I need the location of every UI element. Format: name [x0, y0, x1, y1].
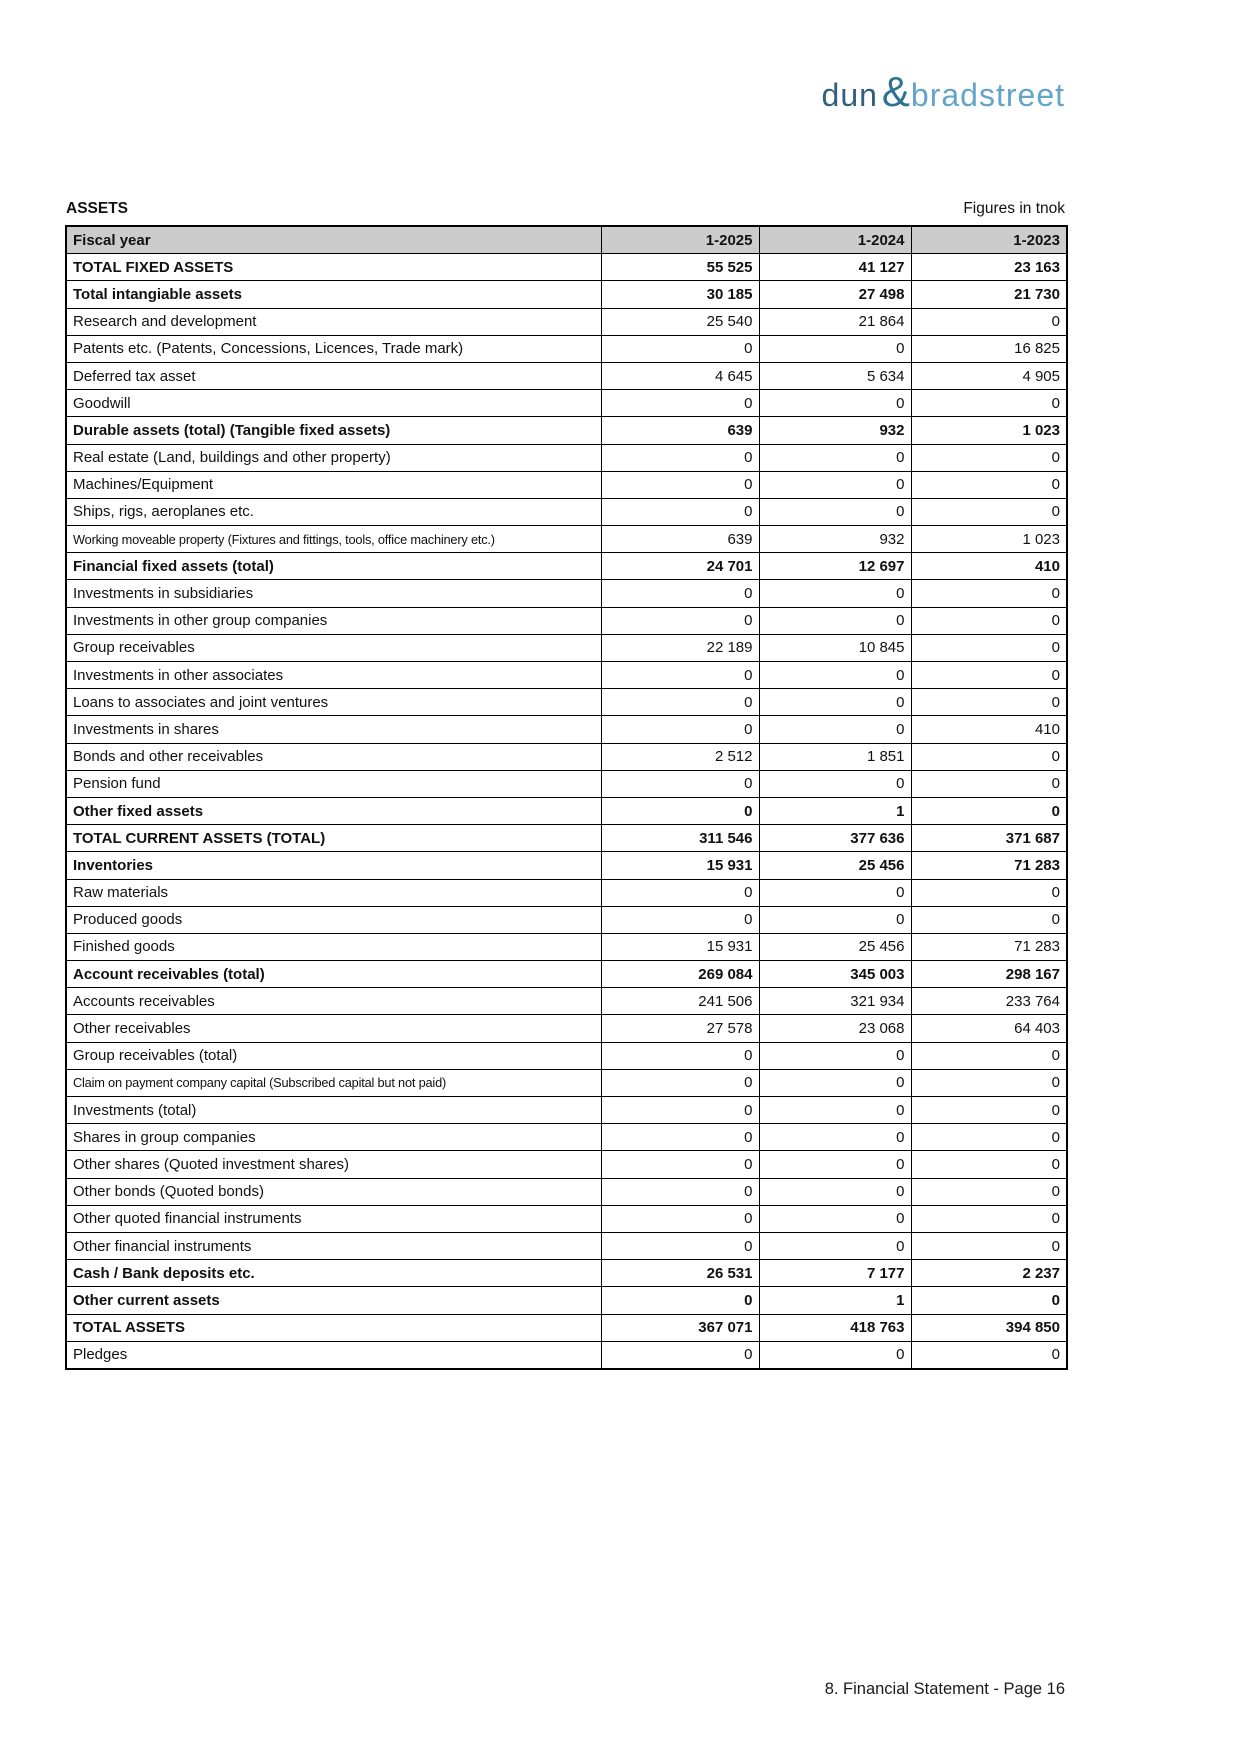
row-value: 30 185 — [601, 281, 759, 308]
table-row — [66, 1205, 1067, 1232]
row-value: 0 — [911, 308, 1067, 335]
row-value: 0 — [601, 390, 759, 417]
table-row — [66, 1314, 1067, 1341]
row-value: 71 283 — [911, 933, 1067, 960]
table-row — [66, 634, 1067, 661]
table-row — [66, 308, 1067, 335]
table-row — [66, 1260, 1067, 1287]
row-value: 241 506 — [601, 988, 759, 1015]
table-row — [66, 988, 1067, 1015]
row-value: 0 — [911, 689, 1067, 716]
row-label: Investments in subsidiaries — [66, 580, 601, 607]
row-value: 0 — [911, 1124, 1067, 1151]
row-label: Other fixed assets — [66, 797, 601, 824]
row-value: 0 — [601, 1042, 759, 1069]
row-value: 1 023 — [911, 417, 1067, 444]
row-value: 0 — [601, 1205, 759, 1232]
row-value: 932 — [759, 526, 911, 553]
row-label: TOTAL ASSETS — [66, 1314, 601, 1341]
row-value: 0 — [759, 390, 911, 417]
row-value: 639 — [601, 526, 759, 553]
row-value: 0 — [601, 797, 759, 824]
row-value: 0 — [911, 471, 1067, 498]
table-row — [66, 1042, 1067, 1069]
row-value: 0 — [911, 444, 1067, 471]
row-label: Financial fixed assets (total) — [66, 553, 601, 580]
table-row — [66, 1015, 1067, 1042]
table-row — [66, 906, 1067, 933]
row-value: 0 — [759, 879, 911, 906]
row-value: 0 — [911, 607, 1067, 634]
row-value: 5 634 — [759, 362, 911, 389]
row-value: 26 531 — [601, 1260, 759, 1287]
row-value: 0 — [601, 1069, 759, 1096]
row-value: 269 084 — [601, 961, 759, 988]
dun-bradstreet-logo — [821, 68, 1065, 116]
row-label: Claim on payment company capital (Subscribed capital but not paid) — [66, 1069, 601, 1096]
table-row — [66, 417, 1067, 444]
row-value: 0 — [601, 1151, 759, 1178]
row-value: 27 578 — [601, 1015, 759, 1042]
table-row — [66, 444, 1067, 471]
row-value: 64 403 — [911, 1015, 1067, 1042]
row-value: 0 — [759, 335, 911, 362]
row-value: 0 — [911, 580, 1067, 607]
table-row — [66, 1151, 1067, 1178]
row-value: 394 850 — [911, 1314, 1067, 1341]
table-row — [66, 689, 1067, 716]
row-value: 0 — [759, 1232, 911, 1259]
row-value: 0 — [911, 662, 1067, 689]
row-label: Pension fund — [66, 770, 601, 797]
row-value: 345 003 — [759, 961, 911, 988]
table-row — [66, 1124, 1067, 1151]
column-header-2024: 1-2024 — [759, 226, 911, 254]
row-value: 4 905 — [911, 362, 1067, 389]
row-value: 0 — [601, 1341, 759, 1369]
row-label: Investments in other group companies — [66, 607, 601, 634]
row-value: 0 — [601, 1232, 759, 1259]
row-value: 23 163 — [911, 254, 1067, 281]
row-label: Real estate (Land, buildings and other property) — [66, 444, 601, 471]
assets-section — [65, 200, 1066, 1370]
row-value: 233 764 — [911, 988, 1067, 1015]
row-value: 24 701 — [601, 553, 759, 580]
row-label: Finished goods — [66, 933, 601, 960]
table-row — [66, 716, 1067, 743]
table-row — [66, 743, 1067, 770]
row-value: 15 931 — [601, 852, 759, 879]
row-value: 0 — [759, 1124, 911, 1151]
row-value: 0 — [601, 580, 759, 607]
table-row — [66, 879, 1067, 906]
row-value: 0 — [601, 1178, 759, 1205]
page-footer: 8. Financial Statement - Page 16 — [824, 1680, 1065, 1698]
row-value: 367 071 — [601, 1314, 759, 1341]
row-value: 7 177 — [759, 1260, 911, 1287]
row-label: Total intangiable assets — [66, 281, 601, 308]
table-row — [66, 580, 1067, 607]
row-value: 0 — [759, 906, 911, 933]
row-value: 0 — [601, 770, 759, 797]
table-row — [66, 390, 1067, 417]
row-value: 0 — [759, 580, 911, 607]
table-row — [66, 362, 1067, 389]
table-row — [66, 1069, 1067, 1096]
table-row — [66, 471, 1067, 498]
row-label: Other quoted financial instruments — [66, 1205, 601, 1232]
row-value: 0 — [911, 1178, 1067, 1205]
row-value: 0 — [759, 770, 911, 797]
row-value: 4 645 — [601, 362, 759, 389]
row-value: 0 — [759, 1178, 911, 1205]
row-value: 0 — [601, 879, 759, 906]
row-value: 0 — [601, 689, 759, 716]
row-value: 1 851 — [759, 743, 911, 770]
table-row — [66, 933, 1067, 960]
row-label: Investments in other associates — [66, 662, 601, 689]
row-value: 410 — [911, 553, 1067, 580]
row-label: Other receivables — [66, 1015, 601, 1042]
table-row — [66, 335, 1067, 362]
row-label: Account receivables (total) — [66, 961, 601, 988]
row-value: 22 189 — [601, 634, 759, 661]
row-label: Group receivables — [66, 634, 601, 661]
row-value: 0 — [601, 662, 759, 689]
row-value: 0 — [911, 498, 1067, 525]
row-value: 371 687 — [911, 825, 1067, 852]
row-value: 0 — [601, 444, 759, 471]
table-row — [66, 1178, 1067, 1205]
row-value: 0 — [601, 607, 759, 634]
row-label: Produced goods — [66, 906, 601, 933]
row-label: Inventories — [66, 852, 601, 879]
table-row — [66, 1097, 1067, 1124]
row-value: 55 525 — [601, 254, 759, 281]
row-value: 21 730 — [911, 281, 1067, 308]
row-value: 0 — [759, 1205, 911, 1232]
row-value: 0 — [911, 1205, 1067, 1232]
row-value: 0 — [911, 1341, 1067, 1369]
table-row — [66, 797, 1067, 824]
row-value: 27 498 — [759, 281, 911, 308]
row-value: 0 — [601, 906, 759, 933]
column-header-2025: 1-2025 — [601, 226, 759, 254]
row-value: 0 — [911, 390, 1067, 417]
row-value: 0 — [601, 1097, 759, 1124]
row-value: 377 636 — [759, 825, 911, 852]
row-label: Accounts receivables — [66, 988, 601, 1015]
table-row — [66, 1341, 1067, 1369]
row-value: 15 931 — [601, 933, 759, 960]
row-value: 0 — [759, 1042, 911, 1069]
row-label: Patents etc. (Patents, Concessions, Licences, Trade mark) — [66, 335, 601, 362]
row-label: Other financial instruments — [66, 1232, 601, 1259]
row-value: 2 237 — [911, 1260, 1067, 1287]
row-label: Ships, rigs, aeroplanes etc. — [66, 498, 601, 525]
row-value: 0 — [911, 797, 1067, 824]
logo-ampersand-icon: & — [881, 68, 910, 115]
row-value: 0 — [759, 1341, 911, 1369]
row-value: 0 — [601, 1287, 759, 1314]
row-label: Other current assets — [66, 1287, 601, 1314]
table-row — [66, 498, 1067, 525]
row-label: Group receivables (total) — [66, 1042, 601, 1069]
row-value: 298 167 — [911, 961, 1067, 988]
row-label: Other shares (Quoted investment shares) — [66, 1151, 601, 1178]
table-row — [66, 961, 1067, 988]
row-value: 932 — [759, 417, 911, 444]
row-value: 0 — [911, 634, 1067, 661]
row-label: Machines/Equipment — [66, 471, 601, 498]
row-label: Bonds and other receivables — [66, 743, 601, 770]
table-header-row — [66, 226, 1067, 254]
row-label: Shares in group companies — [66, 1124, 601, 1151]
row-label: Investments (total) — [66, 1097, 601, 1124]
table-row — [66, 825, 1067, 852]
table-row — [66, 607, 1067, 634]
row-value: 1 — [759, 1287, 911, 1314]
row-value: 0 — [911, 1069, 1067, 1096]
row-value: 12 697 — [759, 553, 911, 580]
logo-text-bradstreet: bradstreet — [910, 77, 1065, 113]
row-value: 0 — [759, 716, 911, 743]
logo-text-dun: dun — [821, 77, 878, 113]
row-value: 71 283 — [911, 852, 1067, 879]
row-value: 25 456 — [759, 852, 911, 879]
row-label: TOTAL FIXED ASSETS — [66, 254, 601, 281]
row-value: 21 864 — [759, 308, 911, 335]
row-value: 0 — [759, 689, 911, 716]
row-value: 0 — [601, 498, 759, 525]
table-row — [66, 553, 1067, 580]
table-row — [66, 254, 1067, 281]
row-value: 0 — [601, 1124, 759, 1151]
row-value: 0 — [759, 471, 911, 498]
row-label: Goodwill — [66, 390, 601, 417]
row-value: 16 825 — [911, 335, 1067, 362]
row-value: 0 — [759, 1069, 911, 1096]
row-value: 0 — [911, 1042, 1067, 1069]
table-row — [66, 662, 1067, 689]
row-value: 0 — [911, 1232, 1067, 1259]
row-value: 311 546 — [601, 825, 759, 852]
row-label: Raw materials — [66, 879, 601, 906]
row-value: 0 — [911, 1097, 1067, 1124]
row-value: 41 127 — [759, 254, 911, 281]
row-label: Loans to associates and joint ventures — [66, 689, 601, 716]
table-row — [66, 281, 1067, 308]
row-value: 410 — [911, 716, 1067, 743]
table-row — [66, 1287, 1067, 1314]
row-label: Deferred tax asset — [66, 362, 601, 389]
row-label: Investments in shares — [66, 716, 601, 743]
row-value: 0 — [911, 770, 1067, 797]
row-value: 0 — [911, 743, 1067, 770]
table-row — [66, 770, 1067, 797]
row-value: 0 — [759, 498, 911, 525]
row-value: 0 — [911, 879, 1067, 906]
assets-table — [65, 225, 1068, 1370]
row-value: 0 — [759, 607, 911, 634]
table-caption — [65, 200, 1066, 218]
row-value: 0 — [601, 716, 759, 743]
row-label: Working moveable property (Fixtures and fittings, tools, office machinery etc.) — [66, 526, 601, 553]
column-header-fiscal-year: Fiscal year — [66, 226, 601, 254]
table-row — [66, 1232, 1067, 1259]
row-value: 10 845 — [759, 634, 911, 661]
row-value: 25 540 — [601, 308, 759, 335]
figures-unit-note: Figures in tnok — [963, 200, 1065, 217]
row-label: Cash / Bank deposits etc. — [66, 1260, 601, 1287]
row-value: 0 — [759, 1097, 911, 1124]
row-value: 2 512 — [601, 743, 759, 770]
row-label: Pledges — [66, 1341, 601, 1369]
table-row — [66, 852, 1067, 879]
row-value: 0 — [759, 444, 911, 471]
row-value: 23 068 — [759, 1015, 911, 1042]
row-value: 0 — [759, 1151, 911, 1178]
assets-table-body — [66, 226, 1067, 1369]
row-value: 0 — [911, 906, 1067, 933]
row-value: 639 — [601, 417, 759, 444]
row-value: 321 934 — [759, 988, 911, 1015]
table-row — [66, 526, 1067, 553]
row-label: TOTAL CURRENT ASSETS (TOTAL) — [66, 825, 601, 852]
row-label: Other bonds (Quoted bonds) — [66, 1178, 601, 1205]
row-value: 0 — [911, 1151, 1067, 1178]
section-title: ASSETS — [66, 200, 129, 217]
row-value: 1 023 — [911, 526, 1067, 553]
row-value: 1 — [759, 797, 911, 824]
row-label: Durable assets (total) (Tangible fixed assets) — [66, 417, 601, 444]
column-header-2023: 1-2023 — [911, 226, 1067, 254]
row-value: 0 — [911, 1287, 1067, 1314]
row-value: 25 456 — [759, 933, 911, 960]
row-value: 0 — [601, 335, 759, 362]
row-value: 418 763 — [759, 1314, 911, 1341]
row-value: 0 — [601, 471, 759, 498]
row-label: Research and development — [66, 308, 601, 335]
row-value: 0 — [759, 662, 911, 689]
